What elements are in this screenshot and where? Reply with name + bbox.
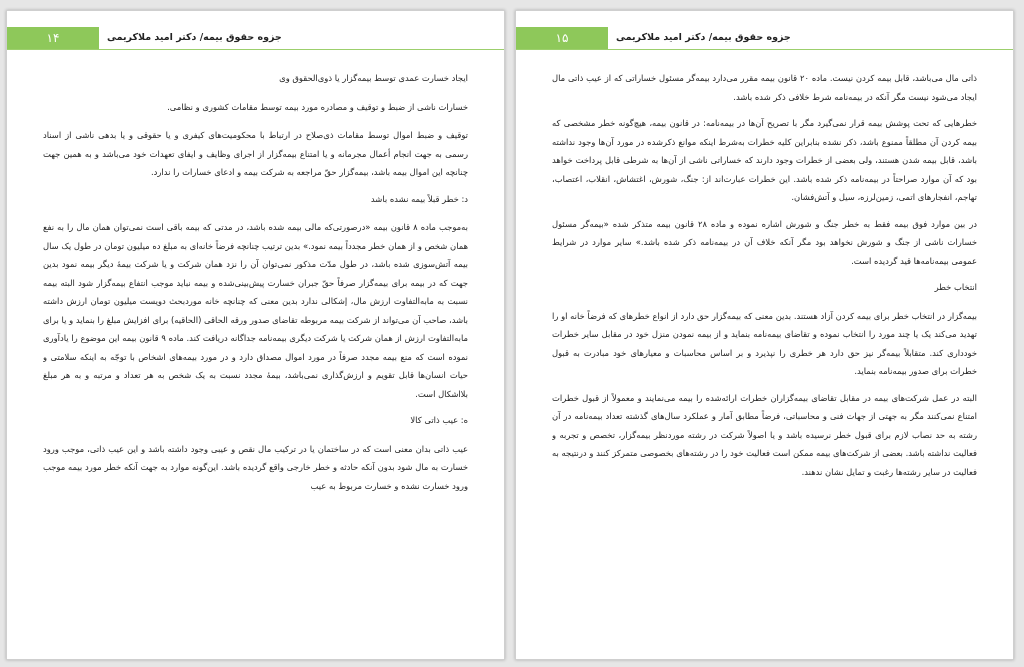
page-number: ۱۴ (7, 27, 99, 49)
header-title: جزوه حقوق بیمه/ دکتر امید ملاکریمی (616, 32, 791, 43)
page-body (552, 69, 977, 645)
paragraph: خسارات ناشی از ضبط و توقیف و مصادره مورد بیمه توسط مقامات کشوری و نظامی. (167, 101, 468, 112)
paragraph: در بین موارد فوق بیمه فقط به خطر جنگ و شورش اشاره نموده و ماده ۲۸ قانون بیمه متذکر شده «بیمه‌گر مسئول خسارات ناشی از جنگ و شورش نخواهد بود مگر آنکه خلاف آن در بیمه‌نامه ذکر شده باشد.» سایر موارد در شرایط عمومی بیمه‌نامه‌ها قید گردیده است. (552, 218, 977, 266)
page-right (515, 10, 1014, 660)
paragraph: ذاتی مال می‌باشد، قابل بیمه کردن نیست. ماده ۲۰ قانون بیمه مقرر می‌دارد بیمه‌گر مسئول خساراتی که از عیب ذاتی مال ایجاد می‌شود نیست مگر آنکه در بیمه‌نامه شرط خلافی ذکر شده باشد. (552, 73, 977, 102)
header-title: جزوه حقوق بیمه/ دکتر امید ملاکریمی (107, 32, 282, 43)
section-heading: ه: عیب ذاتی کالا (410, 415, 468, 425)
page-left (6, 10, 505, 660)
paragraph: به‌موجب ماده ۸ قانون بیمه «درصورتی‌که مالی بیمه شده باشد، در مدتی که بیمه باقی است نمی‌توان همان مال را به نفع همان شخص و از همان خطر مجدداً بیمه نمود.» بدین ترتیب چنانچه فرضاً خانه‌ای به مبلغ ده میلیون تومان در طول یک سال بیمه آتش‌سوزی شده باشد، در طول مدّت مذکور نمی‌توان آن را نزد همان شرکت و یا شرکت بیمهٔ دیگر بیمه نمود بدین جهت که در بیمه برای بیمه‌گزار صرفاً حقّ جبران خسارت پیش‌بینی‌شده و بیمه نباید موجب انتفاع بیمه‌گزار شود البته بیمه نسبت به مابه‌التفاوت ارزش مال، إشکالی ندارد بدین معنی که چنانچه خانه موردبحث دویست میلیون تومان ارزش داشته باشد، صاحب آن می‌تواند از شرکت بیمه مربوطه تقاضای صدور ورقه الحاقی (الحاقیه) برای افزایش مبلغ را بنماید و یا برای مابه‌التفاوت ارزش از همان شرکت یا شرکت دیگری بیمه‌نامه جداگانه دریافت کند. ماده ۹ قانون بیمه این موضوع را یادآوری نموده است که منع بیمه مجدد صرفاً در مورد اموال مصداق دارد و در مورد بیمه‌های اشخاص با توجّه به اینکه سلامتی و حیات انسان‌ها قابل تقویم و ارزش‌گذاری نمی‌باشد، بیمهٔ مجدد نسبت به یک شخص به هر تعداد و مرتبه و به هر مبلغ بلااشکال است. (43, 222, 468, 399)
page-body (43, 69, 468, 645)
page-header (516, 27, 1013, 49)
page-header (7, 27, 504, 49)
paragraph: بیمه‌گزار در انتخاب خطر برای بیمه کردن آزاد هستند. بدین معنی که بیمه‌گزار حق دارد از انواع خطرهای که فرضاً خانه او را تهدید می‌کند یک یا چند مورد را انتخاب نموده و تقاضای بیمه‌نامه بنماید و از بیمه نمودن منزل خود در مقابل سایر خطرات خودداری کند. متقابلاً بیمه‌گر نیز حق دارد هر خطری را نپذیرد و بر اساس محاسبات و معیارهای خود مبادرت به قبول خطرات برای صدور بیمه‌نامه بنماید. (552, 310, 977, 376)
section-heading: د: خطر قبلاً بیمه نشده باشد (370, 193, 468, 204)
paragraph: البته در عمل شرکت‌های بیمه در مقابل تقاضای بیمه‌گزاران خطرات ارائه‌شده را بیمه می‌نمایند و معمولاً از قبول خطرات امتناع نمی‌کنند مگر به جهتی از جهات فنی و محاسباتی، فرضاً مطابق آمار و عملکرد سال‌های گذشته تعداد بیمه‌نامه در آن رشته به حد نصاب لازم برای قبول خطر نرسیده باشد و یا اصولاً شرکت در رشته موردنظر بیمه‌گزار، تخصص و تجربه و فعالیت نداشته باشد. بعضی از شرکت‌های بیمه ممکن است فعالیت خود را در رشته‌های بخصوصی متمرکز کنند و درنتیجه به فعالیت در سایر رشته‌ها رغبت و تمایل نشان ندهند. (552, 392, 977, 477)
page-number: ۱۵ (516, 27, 608, 49)
paragraph: توقیف و ضبط اموال توسط مقامات ذی‌صلاح در ارتباط با محکومیت‌های کیفری و یا حقوقی و یا بدهی ناشی از اسناد رسمی به جهت انجام أعمال مجرمانه و یا امتناع بیمه‌گزار از اجرای وظایف و ایفای تعهدات خود می‌باشد و به همین جهت چنانچه این اموال بیمه باشد، بیمه‌گزار حقّ مراجعه به شرکت بیمه و ادعای خسارات را ندارد. (43, 130, 468, 177)
paragraph: ایجاد خسارت عمدی توسط بیمه‌گزار یا ذوی‌الحقوق وی (279, 73, 468, 83)
paragraph: خطرهایی که تحت پوشش بیمه قرار نمی‌گیرد مگر با تصریح آن‌ها در بیمه‌نامه: در قانون بیمه، هیچ‌گونه خطر مشخصی که بیمه کردن آن مطلقاً ممنوع باشد، ذکر نشده بنابراین کلیه خطرات به‌شرط اینکه موانع ذکرشده در مورد آن‌ها وجود نداشته باشد، قابل بیمه شدن هستند، ولی بعضی از خطرات وجود دارند که خساراتی ناشی از آن‌ها به شرطی قابل پرداخت خواهد بود که آن موارد صراحتاً در بیمه‌نامه ذکر شده باشد. این خطرات عبارت‌اند از: جنگ، شورش، اغتشاش، انقلاب، اعتصاب، تهاجم، انفجارهای اتمی، زمین‌لرزه، سیل و آتش‌فشان. (552, 118, 977, 202)
section-heading: انتخاب خطر (934, 282, 977, 292)
paragraph: عیب ذاتی بدان معنی است که در ساختمان یا در ترکیب مال نقص و عیبی وجود داشته باشد و این عیب ذاتی، موجب ورود خسارت به مال شود بدون آنکه حادثه و خطر خارجی واقع گردیده باشد. این‌گونه موارد به جهت آنکه خطر مورد بیمه موجب ورود خسارت نشده و خسارت مربوط به عیب (43, 443, 468, 491)
